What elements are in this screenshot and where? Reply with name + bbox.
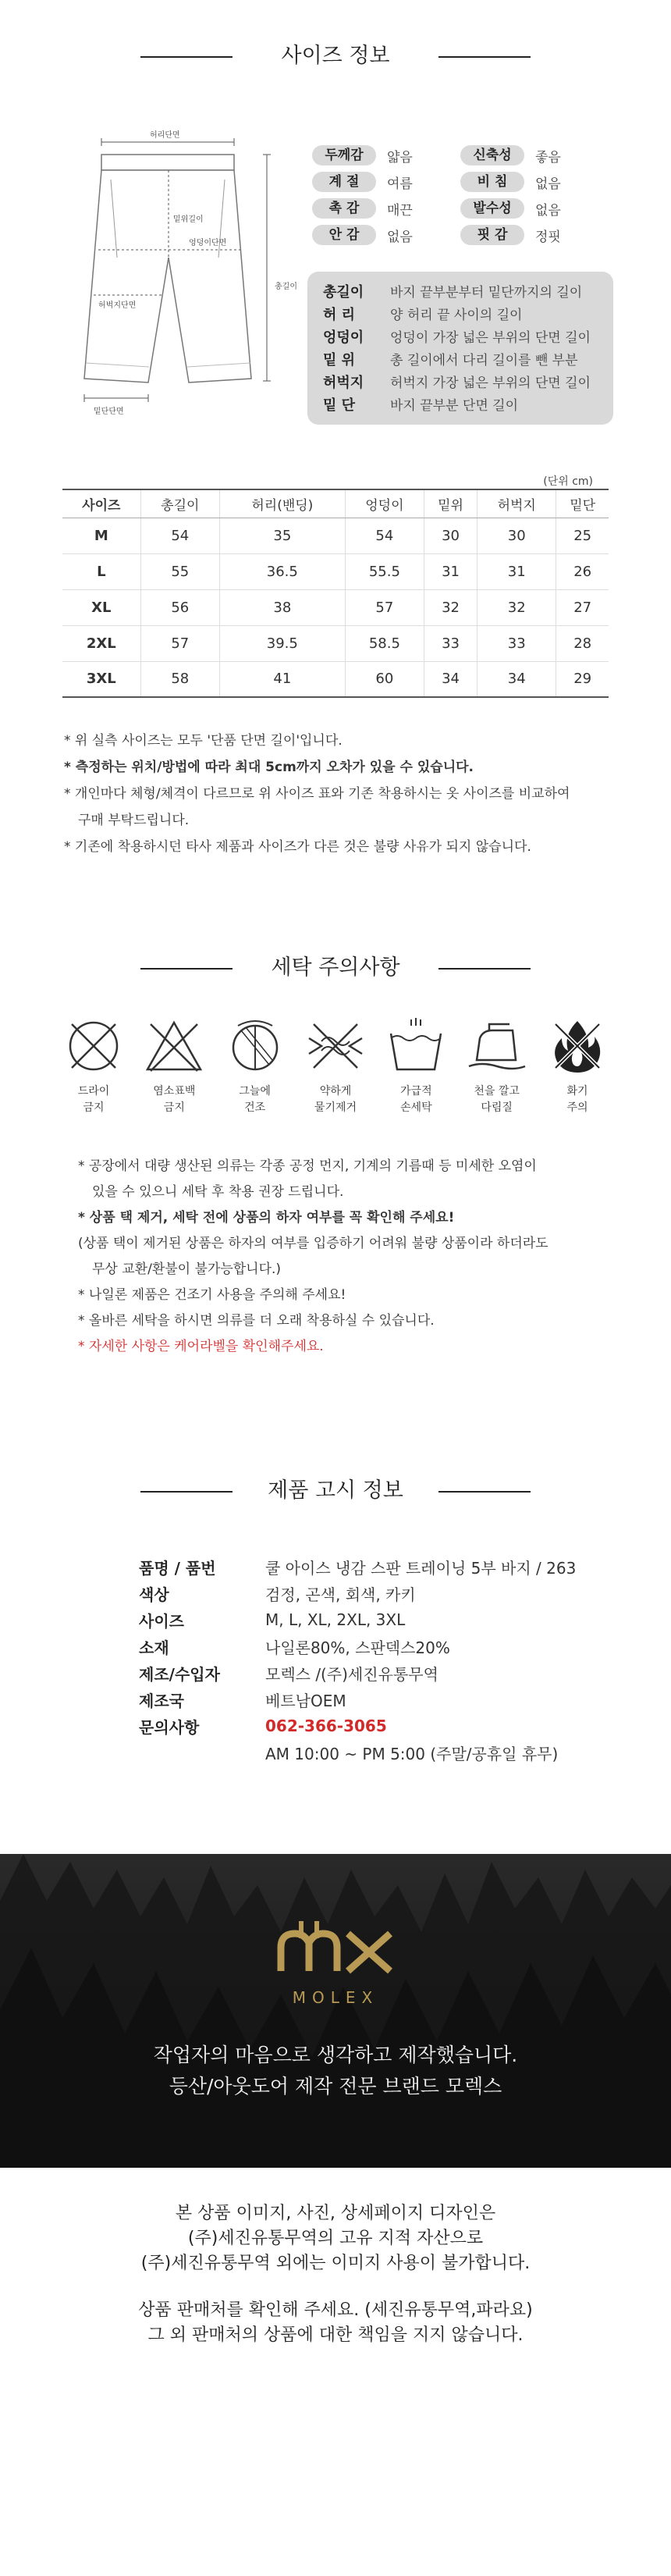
info-row [139, 1633, 576, 1660]
attribute-value: 없음 [535, 202, 561, 219]
measurement-label: 총길이 [323, 283, 364, 301]
attribute-value: 좋음 [535, 149, 561, 165]
forest-background [0, 1854, 671, 2168]
measurement-row [323, 370, 598, 393]
info-key: 소재 [139, 1638, 169, 1657]
wash-note: * 올바른 세탁을 하시면 의류를 더 오래 착용하실 수 있습니다. [78, 1313, 435, 1329]
measurement-desc: 바지 끝부분 단면 길이 [390, 398, 519, 414]
table-cell: 55 [140, 553, 219, 589]
wash-section-title-text: 세탁 주의사항 [271, 955, 400, 980]
info-row [139, 1686, 576, 1713]
title-divider-right [438, 1491, 531, 1493]
column-header: 사이즈 [62, 489, 140, 518]
info-row [139, 1713, 576, 1739]
attribute-row [312, 142, 609, 169]
table-row [62, 589, 609, 625]
product-section-title [0, 1475, 671, 1507]
title-divider-left [140, 56, 233, 58]
size-note-line: 구매 부탁드립니다. [78, 813, 190, 828]
legal-line: 그 외 판매처의 상품에 대한 책임을 지지 않습니다. [147, 2325, 524, 2345]
table-cell: 35 [219, 518, 345, 553]
column-header: 엉덩이 [345, 489, 424, 518]
wash-label-line1: 화기 [566, 1085, 588, 1098]
no-fire-icon [546, 1015, 609, 1077]
title-divider-right [438, 968, 531, 970]
size-cell: 2XL [62, 625, 140, 661]
attribute-value: 매끈 [387, 202, 413, 219]
table-cell: 26 [556, 553, 609, 589]
wash-item-fire [538, 1015, 616, 1116]
attribute-label: 비 침 [460, 172, 524, 192]
wash-label-line2: 다림질 [481, 1101, 513, 1114]
wash-label-line2: 금지 [163, 1101, 185, 1114]
wash-note: * 나일론 제품은 건조기 사용을 주의해 주세요! [78, 1287, 346, 1303]
wash-item-dry-clean [55, 1015, 133, 1116]
wash-label-line1: 천을 깔고 [474, 1085, 520, 1098]
wash-item-bleach [135, 1015, 213, 1116]
product-info-table [139, 1553, 576, 1766]
measurement-desc: 바지 끝부분부터 밑단까지의 길이 [390, 285, 583, 301]
measurement-label: 엉덩이 [323, 329, 364, 346]
info-value: M, L, XL, 2XL, 3XL [265, 1610, 406, 1629]
wash-note-line: 있을 수 있으니 세탁 후 착용 권장 드립니다. [92, 1184, 344, 1200]
table-cell: 36.5 [219, 553, 345, 589]
table-cell: 58 [140, 661, 219, 697]
measurement-label: 허벅지 [323, 374, 364, 391]
attribute-value: 정핏 [535, 229, 561, 245]
info-key: 사이즈 [139, 1611, 184, 1631]
info-row [139, 1606, 576, 1633]
measurement-row [323, 325, 598, 347]
title-divider-left [140, 968, 233, 970]
table-cell: 58.5 [345, 625, 424, 661]
wash-label-line2: 주의 [566, 1101, 588, 1114]
info-row [139, 1739, 576, 1766]
wash-item-iron [458, 1015, 536, 1116]
wash-note-care-label: * 자세한 사항은 케어라벨을 확인해주세요. [78, 1339, 324, 1354]
table-cell: 32 [478, 589, 556, 625]
info-key: 제조/수입자 [139, 1664, 220, 1684]
table-cell: 31 [478, 553, 556, 589]
wash-item-shade-dry [216, 1015, 294, 1116]
size-note: * 기존에 착용하시던 타사 제품과 사이즈가 다른 것은 불량 사유가 되지 않습니다. [64, 839, 531, 855]
diagram-label-hip: 엉덩이단면 [189, 239, 227, 247]
size-note-emphasis: * 측정하는 위치/방법에 따라 최대 5cm까지 오차가 있을 수 있습니다. [64, 760, 474, 775]
wash-label-line2: 손세탁 [400, 1101, 432, 1114]
size-note [64, 781, 618, 834]
attribute-value: 여름 [387, 176, 413, 192]
info-row [139, 1580, 576, 1606]
attribute-label: 촉 감 [312, 198, 376, 219]
table-cell: 32 [424, 589, 477, 625]
info-key: 색상 [139, 1585, 169, 1604]
attribute-label: 두께감 [312, 145, 376, 165]
measurement-row [323, 393, 598, 415]
wash-label-line1: 염소표백 [153, 1085, 196, 1098]
measurement-label: 허 리 [323, 306, 356, 323]
attribute-label: 발수성 [460, 198, 524, 219]
table-cell: 41 [219, 661, 345, 697]
info-value: 쿨 아이스 냉감 스판 트레이닝 5부 바지 / 263 [265, 1558, 577, 1578]
size-section-title [0, 41, 671, 72]
measurement-row [323, 302, 598, 325]
attribute-value: 얇음 [387, 149, 413, 165]
table-cell: 33 [424, 625, 477, 661]
no-bleach-icon [143, 1015, 205, 1077]
attribute-value: 없음 [535, 176, 561, 192]
table-cell: 27 [556, 589, 609, 625]
unit-label: (단위 cm) [543, 475, 593, 488]
measurement-desc: 양 허리 끝 사이의 길이 [390, 308, 523, 323]
legal-paragraph [0, 2201, 671, 2276]
info-value: 나일론80%, 스판덱스20% [265, 1638, 450, 1657]
wash-label-line2: 금지 [83, 1101, 105, 1114]
wash-note [78, 1154, 616, 1205]
wash-icons [55, 1015, 616, 1116]
wash-note-line: 무상 교환/환불이 불가능합니다.) [92, 1261, 282, 1277]
title-divider-right [438, 56, 531, 58]
wash-label-line2: 건조 [244, 1101, 266, 1114]
table-cell: 57 [140, 625, 219, 661]
legal-paragraph [0, 2298, 671, 2348]
size-note-line: * 개인마다 체형/체격이 다르므로 위 사이즈 표와 기존 착용하시는 옷 사이즈를 비교하여 [64, 786, 570, 802]
wash-item-hand-wash [377, 1015, 455, 1116]
diagram-label-thigh: 허벅지단면 [98, 301, 137, 310]
diagram-label-waist: 허리단면 [150, 131, 180, 140]
contact-phone[interactable]: 062-366-3065 [265, 1717, 387, 1735]
table-cell: 30 [424, 518, 477, 553]
attribute-row [312, 195, 609, 222]
size-cell: 3XL [62, 661, 140, 697]
wash-section-title [0, 952, 671, 984]
table-cell: 33 [478, 625, 556, 661]
wash-label-line1: 드라이 [77, 1085, 110, 1098]
table-cell: 31 [424, 553, 477, 589]
measurement-label: 밑 위 [323, 351, 356, 368]
no-wring-icon [304, 1015, 367, 1077]
attribute-row [312, 169, 609, 195]
table-cell: 56 [140, 589, 219, 625]
column-header: 밑위 [424, 489, 477, 518]
shade-dry-icon [224, 1015, 286, 1077]
product-section-title-text: 제품 고시 정보 [268, 1478, 403, 1503]
legal-line: (주)세진유통무역 외에는 이미지 사용이 불가합니다. [140, 2254, 531, 2273]
measurement-desc: 엉덩이 가장 넓은 부위의 단면 길이 [390, 330, 591, 346]
wash-notes [78, 1154, 616, 1360]
brand-copy-line: 등산/아웃도어 제작 전문 브랜드 모렉스 [169, 2075, 502, 2097]
wash-label-line1: 그늘에 [239, 1085, 271, 1098]
title-divider-left [140, 1491, 233, 1493]
brand-copy-line: 작업자의 마음으로 생각하고 제작했습니다. [153, 2044, 518, 2066]
table-cell: 38 [219, 589, 345, 625]
measurement-desc: 허벅지 가장 넓은 부위의 단면 길이 [390, 375, 591, 391]
brand-banner [0, 1854, 671, 2168]
brand-copy [0, 2040, 671, 2102]
table-cell: 55.5 [345, 553, 424, 589]
size-cell: M [94, 527, 108, 544]
table-cell: 54 [140, 518, 219, 553]
shorts-diagram [39, 125, 296, 429]
molex-logo-icon [273, 1916, 398, 1979]
measurement-row [323, 279, 598, 302]
table-cell: 34 [478, 661, 556, 697]
size-note: * 위 실측 사이즈는 모두 '단품 단면 길이'입니다. [64, 733, 343, 749]
column-header: 밑단 [556, 489, 609, 518]
size-table-header [62, 489, 609, 518]
column-header: 허벅지 [478, 489, 556, 518]
info-value: 모렉스 /(주)세진유통무역 [265, 1664, 438, 1684]
size-cell: XL [62, 589, 140, 625]
measurement-guide [307, 272, 613, 425]
legal-notice [0, 2201, 671, 2348]
wash-label-line1: 가급적 [400, 1085, 432, 1098]
measurement-desc: 총 길이에서 다리 길이를 뺀 부분 [390, 353, 578, 368]
fabric-attributes [312, 142, 609, 248]
table-row [62, 518, 609, 553]
table-cell: 34 [424, 661, 477, 697]
hand-wash-icon [385, 1015, 447, 1077]
attribute-label: 신축성 [460, 145, 524, 165]
table-cell: 29 [556, 661, 609, 697]
info-row [139, 1553, 576, 1580]
table-cell: 57 [345, 589, 424, 625]
attribute-row [312, 222, 609, 248]
info-value: 베트남OEM [265, 1691, 346, 1710]
legal-line: (주)세진유통무역의 고유 지적 자산으로 [187, 2229, 484, 2248]
measurement-label: 밑 단 [323, 397, 356, 414]
size-table [62, 489, 609, 698]
info-key: 품명 / 품번 [139, 1558, 216, 1578]
no-dry-clean-icon [62, 1015, 125, 1077]
info-key: 문의사항 [139, 1717, 200, 1737]
wash-note-line: * 공장에서 대량 생산된 의류는 각종 공정 먼지, 기계의 기름때 등 미세한 오염이 [78, 1158, 537, 1174]
table-row [62, 553, 609, 589]
wash-note-line: (상품 택이 제거된 상품은 하자의 여부를 입증하기 어려워 불량 상품이라 하더라도 [78, 1236, 549, 1251]
table-cell: 30 [478, 518, 556, 553]
table-cell: 28 [556, 625, 609, 661]
attribute-label: 핏 감 [460, 225, 524, 245]
diagram-label-hem: 밑단단면 [94, 407, 124, 416]
attribute-value: 없음 [387, 229, 413, 245]
wash-label-line1: 약하게 [319, 1085, 352, 1098]
diagram-label-total: 총길이 [275, 283, 297, 291]
size-cell: L [62, 553, 140, 589]
size-notes [64, 728, 618, 860]
info-value: 검정, 곤색, 회색, 카키 [265, 1585, 416, 1604]
diagram-label-rise: 밑위길이 [173, 215, 204, 224]
info-row [139, 1660, 576, 1686]
brand-name: MOLEX [292, 1988, 379, 2007]
table-cell: 25 [556, 518, 609, 553]
business-hours: AM 10:00 ~ PM 5:00 (주말/공휴일 휴무) [265, 1744, 559, 1763]
table-cell: 39.5 [219, 625, 345, 661]
table-cell: 54 [345, 518, 424, 553]
measurement-row [323, 347, 598, 370]
iron-with-cloth-icon [466, 1015, 528, 1077]
table-row [62, 661, 609, 697]
wash-label-line2: 물기제거 [314, 1101, 357, 1114]
column-header: 허리(밴딩) [219, 489, 345, 518]
table-cell: 60 [345, 661, 424, 697]
table-row [62, 625, 609, 661]
column-header: 총길이 [140, 489, 219, 518]
info-key: 제조국 [139, 1691, 184, 1710]
wash-note [78, 1231, 616, 1283]
attribute-label: 안 감 [312, 225, 376, 245]
attribute-label: 계 절 [312, 172, 376, 192]
wash-note-emphasis: * 상품 택 제거, 세탁 전에 상품의 하자 여부를 꼭 확인해 주세요! [78, 1210, 455, 1226]
legal-line: 본 상품 이미지, 사진, 상세페이지 디자인은 [175, 2204, 496, 2223]
legal-line: 상품 판매처를 확인해 주세요. (세진유통무역,파라요) [138, 2300, 533, 2320]
wash-item-wring [296, 1015, 375, 1116]
size-section-title-text: 사이즈 정보 [281, 44, 390, 68]
shorts-outline-drawing [39, 125, 296, 429]
